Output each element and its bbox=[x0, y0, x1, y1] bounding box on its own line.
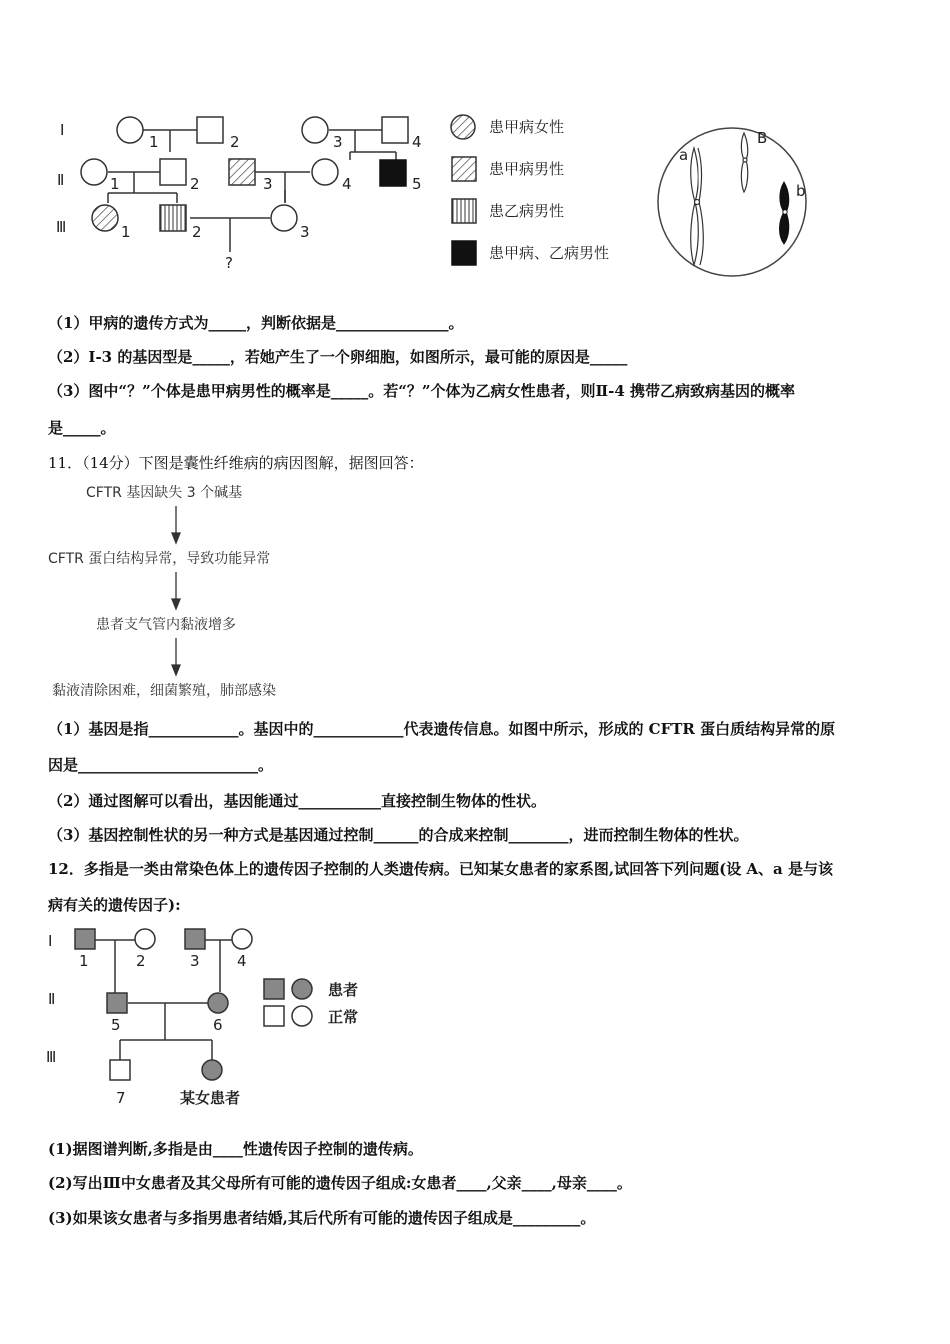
flow-step-4: 黏液清除困难，细菌繁殖，肺部感染 bbox=[52, 683, 276, 699]
I-3-number: 3 bbox=[333, 133, 343, 151]
chromosome-label-a: a bbox=[679, 146, 689, 164]
II-3-number: 3 bbox=[263, 175, 273, 193]
p2-gen-label-III: Ⅲ bbox=[46, 1048, 57, 1066]
pedigree-figure-1 bbox=[0, 0, 950, 290]
II-1-number: 1 bbox=[110, 175, 120, 193]
II-3-male-disease-A bbox=[229, 159, 255, 185]
II-4-female-normal bbox=[312, 159, 338, 185]
I-4-number: 4 bbox=[412, 133, 422, 151]
III-1-female-disease-A bbox=[92, 205, 118, 231]
I-1-number: 1 bbox=[149, 133, 159, 151]
p2-I-1-male-affected bbox=[75, 929, 95, 949]
q11-line-3: （2）通过图解可以看出，基因能通过___________直接控制生物体的性状。 bbox=[48, 792, 546, 810]
p2-gen-label-II: Ⅱ bbox=[48, 990, 56, 1008]
I-1-female-normal bbox=[117, 117, 143, 143]
p2-number-1: 1 bbox=[79, 952, 89, 970]
II-4-number: 4 bbox=[342, 175, 352, 193]
p2-legend-affected-circle bbox=[292, 979, 312, 999]
legend-male-B-symbol bbox=[452, 199, 476, 223]
q11-line-2: 因是________________________。 bbox=[48, 756, 274, 774]
p2-number-4: 4 bbox=[237, 952, 247, 970]
flow-arrows bbox=[0, 480, 950, 710]
p2-III-female-proband bbox=[202, 1060, 222, 1080]
flow-step-1: CFTR 基因缺失 3 个碱基 bbox=[86, 485, 243, 501]
III-2-number: 2 bbox=[192, 223, 202, 241]
p2-II-6-female-affected bbox=[208, 993, 228, 1013]
gen-label-I: Ⅰ bbox=[60, 121, 65, 139]
III-2-male-disease-B bbox=[160, 205, 186, 231]
I-2-number: 2 bbox=[230, 133, 240, 151]
gen-label-III: Ⅲ bbox=[56, 218, 67, 236]
q11-title: 11．（14分）下图是囊性纤维病的病因图解，据图回答： bbox=[48, 454, 424, 472]
q10-line-2: （2）Ⅰ-3 的基因型是_____，若她产生了一个卵细胞，如图所示，最可能的原因是_____ bbox=[48, 348, 628, 366]
p2-I-2-female-normal bbox=[135, 929, 155, 949]
pedigree-figure-2 bbox=[40, 920, 400, 1110]
q11-line-1: （1）基因是指____________。基因中的____________代表遗传信息。如图中所示，形成的 CFTR 蛋白质结构异常的原 bbox=[48, 720, 836, 738]
p2-number-5: 5 bbox=[111, 1016, 121, 1034]
II-1-female-normal bbox=[81, 159, 107, 185]
legend-female-A: 患甲病女性 bbox=[489, 118, 565, 136]
I-4-male-normal bbox=[382, 117, 408, 143]
III-1-number: 1 bbox=[121, 223, 131, 241]
III-3-female-normal bbox=[271, 205, 297, 231]
legend-male-A: 患甲病男性 bbox=[489, 160, 565, 178]
p2-legend-normal: 正常 bbox=[328, 1008, 359, 1026]
q12-answer-1: (1)据图谱判断,多指是由____性遗传因子控制的遗传病。 bbox=[48, 1140, 423, 1158]
p2-legend-affected: 患者 bbox=[328, 981, 359, 999]
q12-answer-3: (3)如果该女患者与多指男患者结婚,其后代所有可能的遗传因子组成是_________。 bbox=[48, 1209, 596, 1227]
legend-male-AB: 患甲病、乙病男性 bbox=[489, 244, 610, 262]
legend-female-A-symbol bbox=[451, 115, 475, 139]
II-2-number: 2 bbox=[190, 175, 200, 193]
gen-label-II: Ⅱ bbox=[57, 171, 65, 189]
p2-I-3-male-affected bbox=[185, 929, 205, 949]
p2-number-3: 3 bbox=[190, 952, 200, 970]
p2-gen-label-I: Ⅰ bbox=[48, 932, 53, 950]
q10-line-1: （1）甲病的遗传方式为_____，判断依据是_______________。 bbox=[48, 314, 464, 332]
p2-proband-label: 某女患者 bbox=[180, 1089, 241, 1107]
flow-step-2: CFTR 蛋白结构异常，导致功能异常 bbox=[48, 551, 271, 567]
p2-number-6: 6 bbox=[213, 1016, 223, 1034]
p2-legend-affected-square bbox=[264, 979, 284, 999]
p2-number-7: 7 bbox=[116, 1089, 126, 1107]
III-3-number: 3 bbox=[300, 223, 310, 241]
chromosome-label-B: B bbox=[757, 129, 768, 147]
II-5-male-disease-AB bbox=[380, 160, 406, 186]
legend-male-B: 患乙病男性 bbox=[489, 202, 565, 220]
p2-legend-normal-square bbox=[264, 1006, 284, 1026]
q10-line-3: （3）图中“？”个体是患甲病男性的概率是_____。若“？”个体为乙病女性患者，则Ⅱ-4 携带乙病致病基因的概率 bbox=[48, 382, 795, 400]
I-2-male-normal bbox=[197, 117, 223, 143]
p2-number-2: 2 bbox=[136, 952, 146, 970]
II-5-number: 5 bbox=[412, 175, 422, 193]
II-2-male-normal bbox=[160, 159, 186, 185]
p2-II-5-male-affected bbox=[107, 993, 127, 1013]
legend-male-AB-symbol bbox=[452, 241, 476, 265]
flow-step-3: 患者支气管内黏液增多 bbox=[96, 617, 236, 633]
q10-line-4: 是_____。 bbox=[48, 419, 116, 437]
legend-male-A-symbol bbox=[452, 157, 476, 181]
q12-answer-2: (2)写出Ⅲ中女患者及其父母所有可能的遗传因子组成:女患者____,父亲____,母亲____。 bbox=[48, 1174, 632, 1192]
chromosome-label-b: b bbox=[796, 182, 806, 200]
p2-III-7-male-normal bbox=[110, 1060, 130, 1080]
I-3-female-normal bbox=[302, 117, 328, 143]
q11-line-4: （3）基因控制性状的另一种方式是基因通过控制______的合成来控制________，进而控制生物体的性状。 bbox=[48, 826, 749, 844]
q12-line-2: 病有关的遗传因子): bbox=[48, 896, 181, 914]
p2-I-4-female-normal bbox=[232, 929, 252, 949]
p2-legend-normal-circle bbox=[292, 1006, 312, 1026]
q12-line-1: 12．多指是一类由常染色体上的遗传因子控制的人类遗传病。已知某女患者的家系图,试回答下列问题(设 A、a 是与该 bbox=[48, 860, 834, 878]
unknown-individual: ? bbox=[225, 254, 233, 272]
